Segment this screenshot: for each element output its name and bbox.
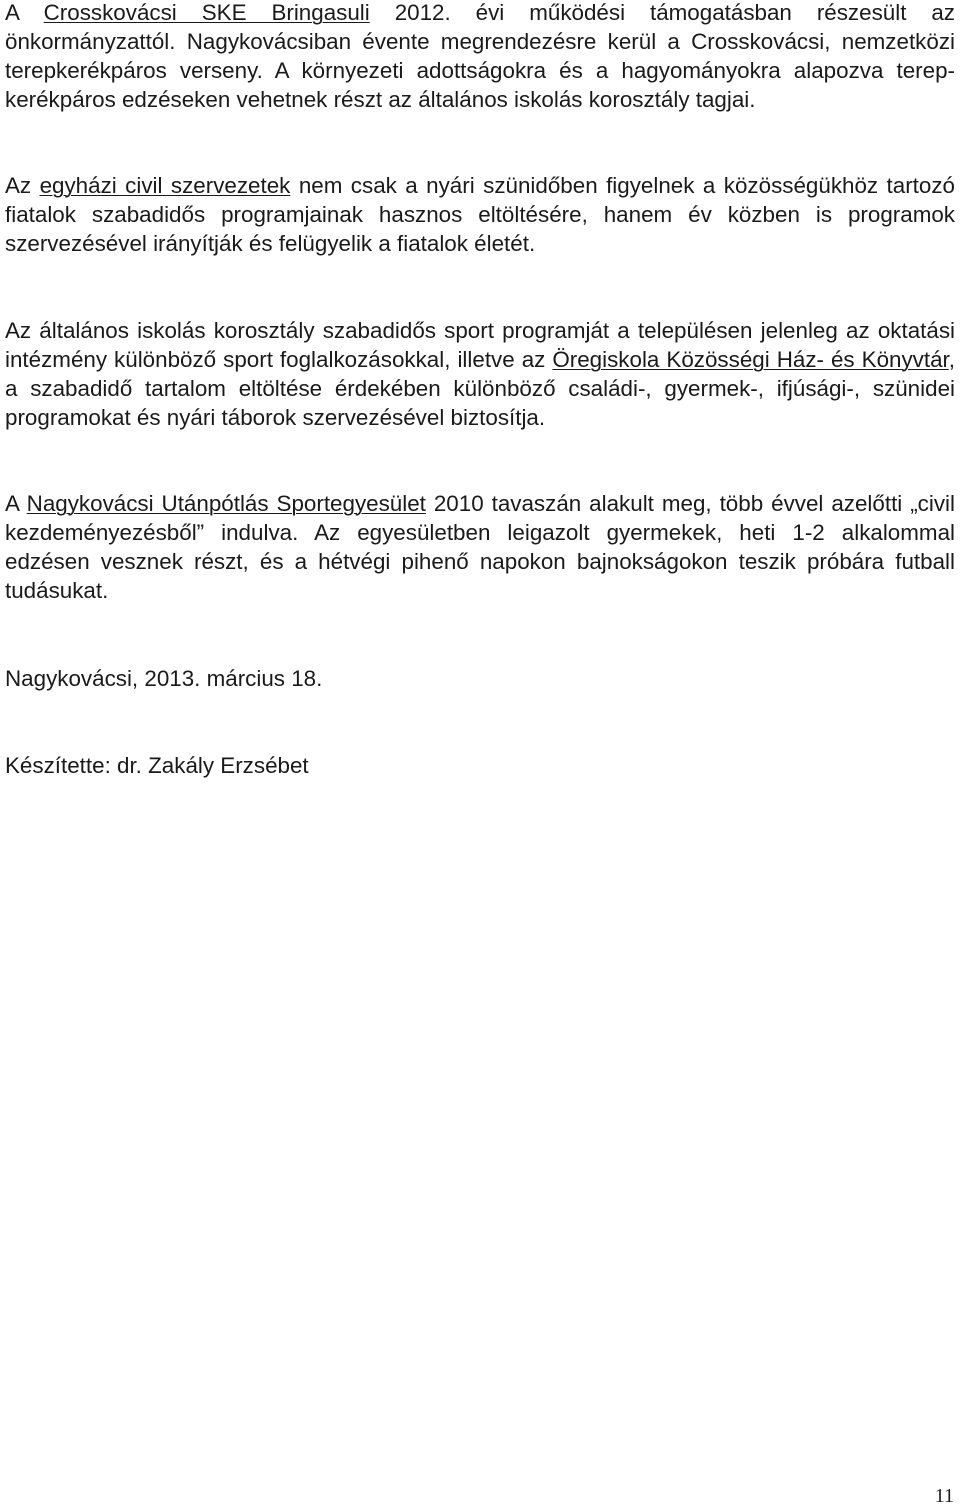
date-line: Nagykovácsi, 2013. március 18.	[5, 666, 323, 691]
paragraph-crosskovacsi	[5, 0, 955, 114]
paragraph-text: nem csak a nyári szünidőben figyelnek a közösségükhöz tartozó fiatalok szabadidős programjainak hasznos eltöltésére, hanem év közben is programok szervezésével irányítják és felügyelik a fiatalok életét.	[5, 173, 955, 256]
paragraph-text: 2012. évi működési támogatásban részesült az önkormányzattól. Nagykovácsiban évente megrendezésre kerül a Crosskovácsi, nemzetközi terepkerékpáros verseny. A környezeti adottságokra és a hagyományokra alapozva terep-kerékpáros edzéseken vehetnek részt az általános iskolás korosztály tagjai.	[5, 0, 955, 112]
author-line: Készítette: dr. Zakály Erzsébet	[5, 753, 309, 778]
paragraph-text: A	[5, 491, 27, 516]
page-number: 11	[934, 1485, 954, 1507]
paragraph-text: Az általános iskolás korosztály szabadidős sport programját a településen jelenleg az oktatási intézmény különböző sport foglalkozásokkal, illetve az	[5, 318, 955, 372]
paragraph-text: Az	[5, 173, 40, 198]
paragraph-text: , a szabadidő tartalom eltöltése érdekében különböző családi-, gyermek-, ifjúsági-, szünidei programokat és nyári táborok szervezésével biztosítja.	[5, 347, 955, 430]
underlined-crosskovacsi-bringasuli: Crosskovácsi SKE Bringasuli	[43, 0, 370, 25]
underlined-egyhazi-civil-szervezetek: egyházi civil szervezetek	[39, 173, 291, 198]
paragraph-sportegyesulet	[5, 489, 955, 605]
paragraph-text: 2010 tavaszán alakult meg, több évvel azelőtti „civil kezdeményezésből” indulva. Az egyesületben leigazolt gyermekek, heti 1-2 alkalommal edzésen vesznek részt, és a hétvégi pihenő napokon bajnokságokon teszik próbára futball tudásukat.	[5, 491, 955, 603]
underlined-utanpotlas-sportegyesulet: Nagykovácsi Utánpótlás Sportegyesület	[26, 491, 426, 516]
paragraph-text: A	[5, 0, 44, 25]
paragraph-egyhazi-civil	[5, 171, 955, 258]
paragraph-altalanos-iskolas	[5, 316, 955, 432]
underlined-oregiskola: Öregiskola Közösségi Ház- és Könyvtár	[552, 347, 949, 372]
